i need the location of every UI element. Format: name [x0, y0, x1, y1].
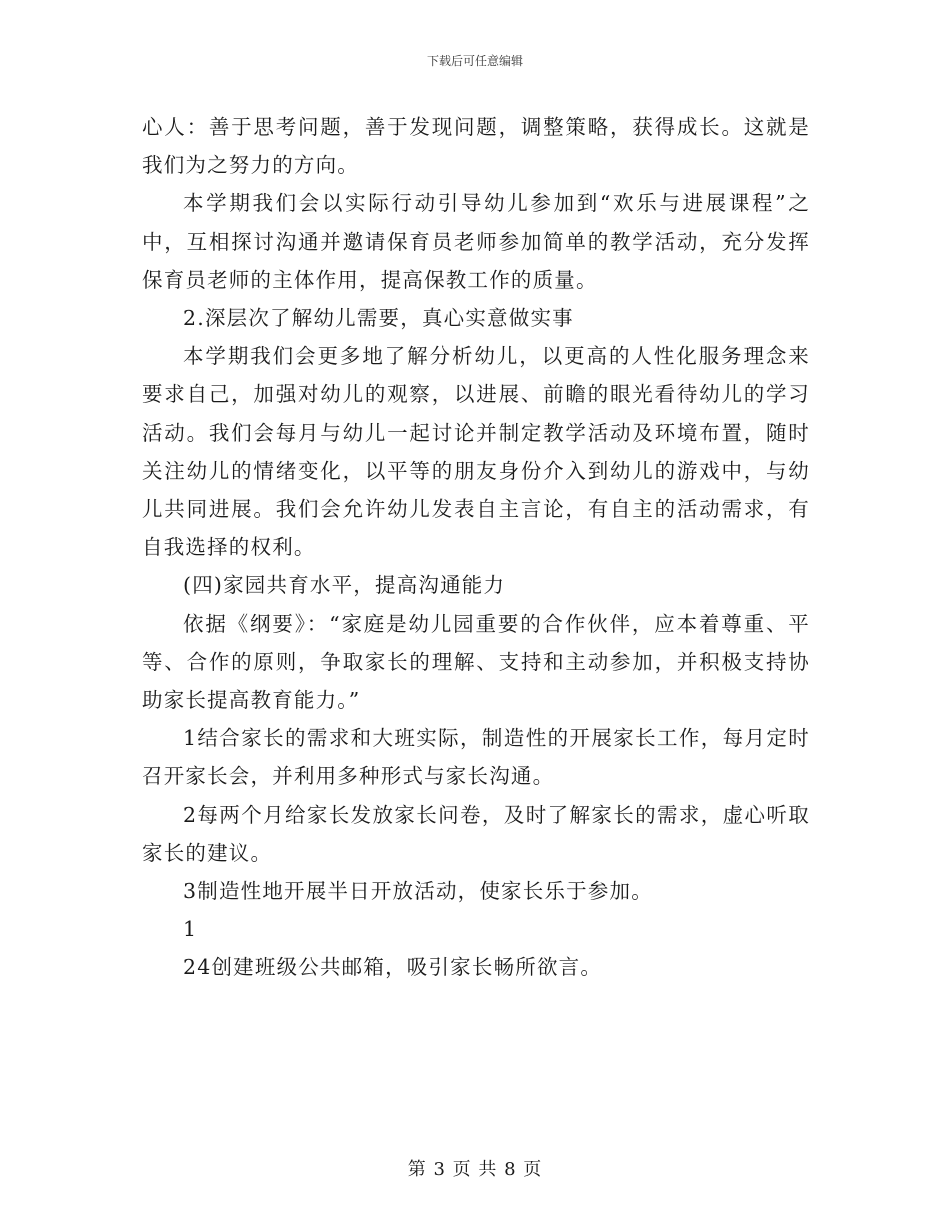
page-header: 下载后可任意编辑: [426, 54, 523, 68]
list-item-2: 2每两个月给家长发放家长问卷，及时了解家长的需求，虚心听取家长的建议。: [142, 802, 810, 865]
paragraph-curriculum: 本学期我们会以实际行动引导幼儿参加到“欢乐与进展课程”之中，互相探讨沟通并邀请保育员老师参加简单的教学活动，充分发挥保育员老师的主体作用，提高保教工作的质量。: [142, 191, 810, 292]
paragraph-guideline-quote: 依据《纲要》：“家庭是幼儿园重要的合作伙伴，应本着尊重、平等、合作的原则，争取家长的理解、支持和主动参加，并积极支持协助家长提高教育能力。”: [142, 611, 810, 713]
section-heading-understand-needs: 2.深层次了解幼儿需要，真心实意做实事: [183, 306, 574, 331]
list-item-3: 3制造性地开展半日开放活动，使家长乐于参加。: [183, 879, 653, 904]
document-body: [142, 108, 810, 987]
paragraph-continuation: 心人：善于思考问题，善于发现问题，调整策略，获得成长。这就是我们为之努力的方向。: [142, 115, 810, 178]
paragraph-understand-children: 本学期我们会更多地了解分析幼儿，以更高的人性化服务理念来要求自己，加强对幼儿的观察，以进展、前瞻的眼光看待幼儿的学习活动。我们会每月与幼儿一起讨论并制定教学活动及环境布置，随时关注幼儿的情绪变化，以平等的朋友身份介入到幼儿的游戏中，与幼儿共同进展。我们会允许幼儿发表自主言论，有自主的活动需求，有自我选择的权利。: [142, 344, 810, 560]
stray-number: 1: [183, 917, 198, 942]
list-item-4: 24创建班级公共邮箱，吸引家长畅所欲言。: [183, 955, 603, 980]
list-item-1: 1结合家长的需求和大班实际，制造性的开展家长工作，每月定时召开家长会，并利用多种形式与家长沟通。: [142, 726, 810, 789]
section-heading-home-school: (四)家园共育水平，提高沟通能力: [183, 573, 506, 598]
page-footer: 第 3 页 共 8 页: [407, 1159, 543, 1180]
